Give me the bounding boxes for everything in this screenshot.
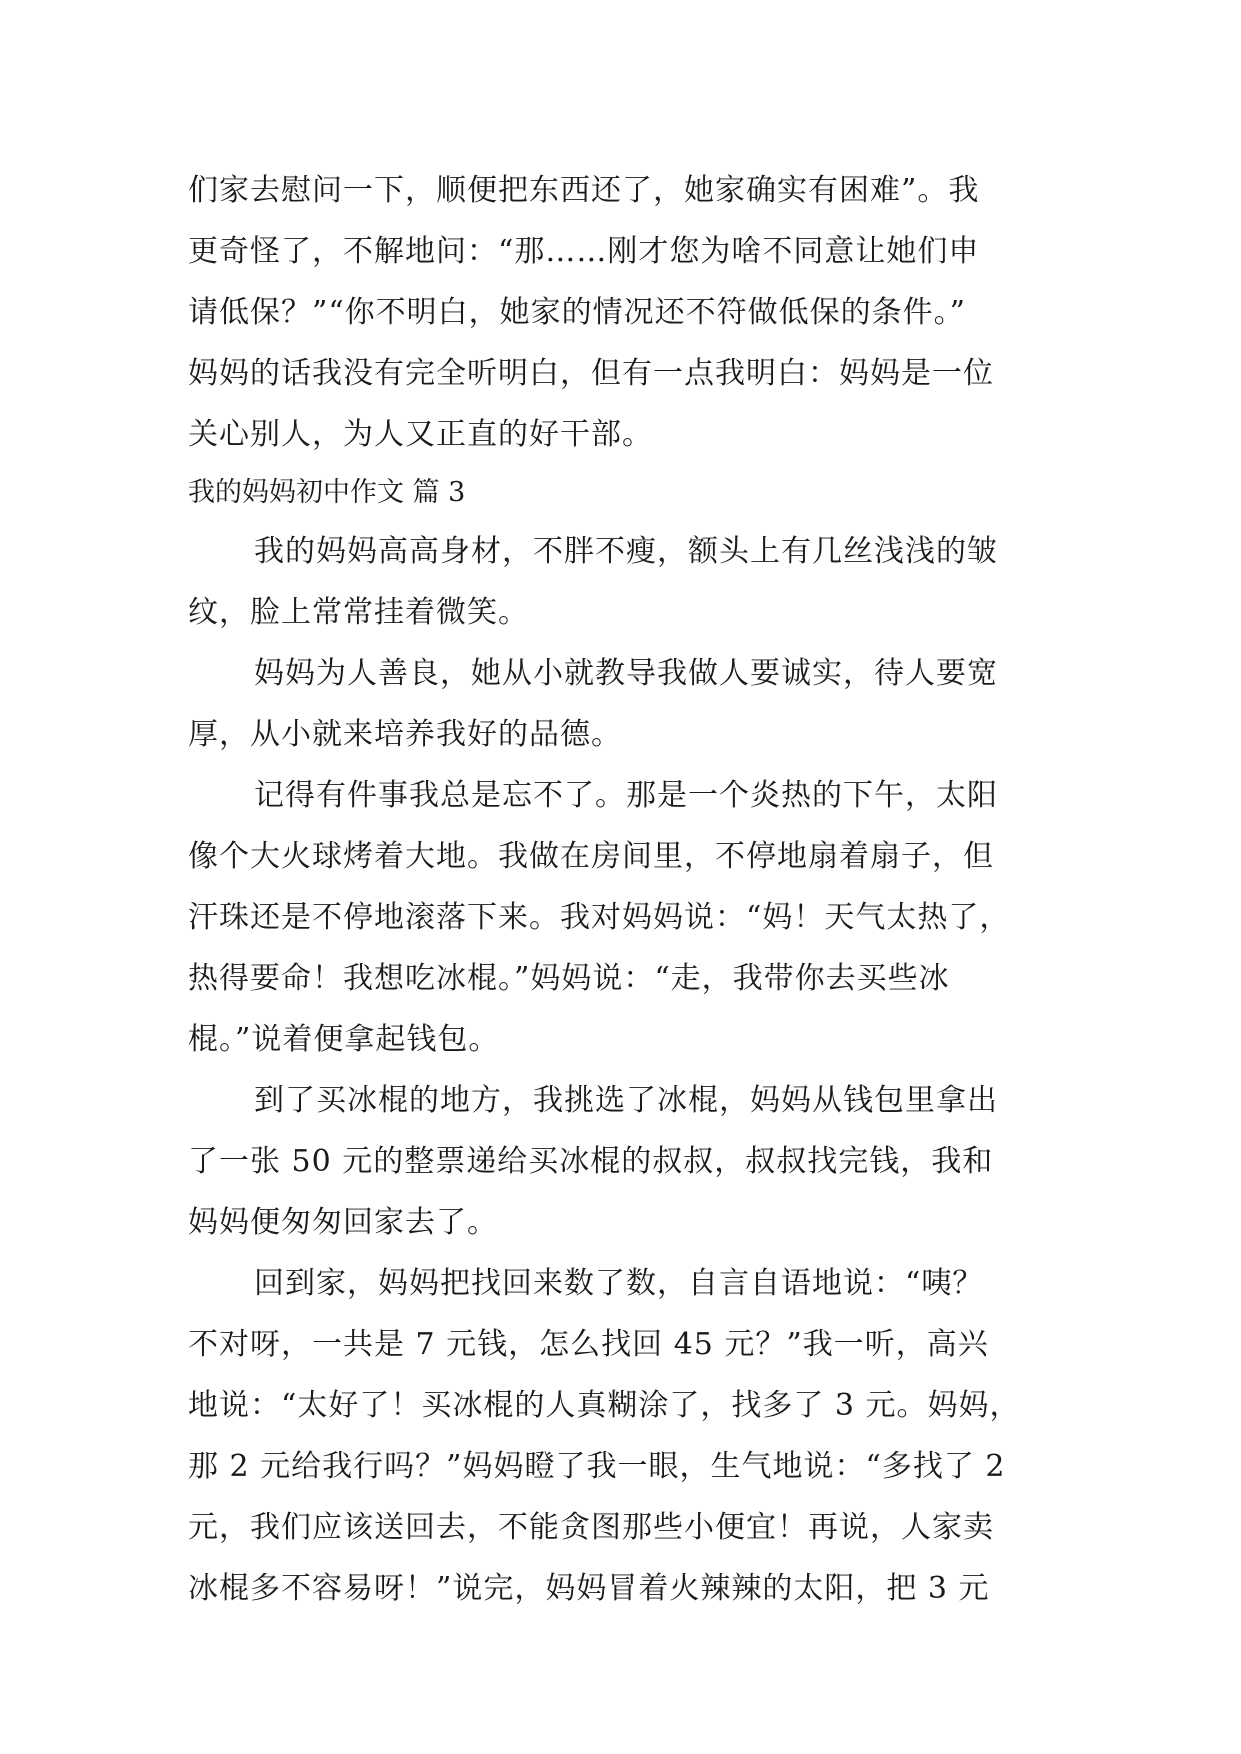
text-line: 记得有件事我总是忘不了。那是一个炎热的下午，太阳 [254,778,998,813]
text-line: 不对呀，一共是 7 元钱，怎么找回 45 元？”我一听，高兴 [188,1327,989,1362]
paragraph [188,765,1048,1070]
text-line: 到了买冰棍的地方，我挑选了冰棍，妈妈从钱包里拿出 [254,1083,998,1118]
text-line: 妈妈的话我没有完全听明白，但有一点我明白：妈妈是一位 [188,356,994,391]
text-line: 关心别人，为人又正直的好干部。 [188,417,653,452]
text-line: 汗珠还是不停地滚落下来。我对妈妈说：“妈！天气太热了， [188,900,1011,935]
text-line: 我的妈妈高高身材，不胖不瘦，额头上有几丝浅浅的皱 [254,534,998,569]
paragraph [188,1253,1048,1619]
text-line: 地说：“太好了！买冰棍的人真糊涂了，找多了 3 元。妈妈， [188,1388,1021,1423]
paragraph [188,643,1048,765]
text-line: 了一张 50 元的整票递给买冰棍的叔叔，叔叔找完钱，我和 [188,1144,994,1179]
text-line: 冰棍多不容易呀！”说完，妈妈冒着火辣辣的太阳，把 3 元 [188,1571,990,1606]
paragraph [188,1070,1048,1253]
continued-paragraph [188,160,1048,465]
text-line: 厚，从小就来培养我好的品德。 [188,717,622,752]
text-line: 元，我们应该送回去，不能贪图那些小便宜！再说，人家卖 [188,1510,994,1545]
section-title: 我的妈妈初中作文 篇 3 [188,477,466,508]
text-line: 妈妈为人善良，她从小就教导我做人要诚实，待人要宽 [254,656,998,691]
text-line: 妈妈便匆匆回家去了。 [188,1205,498,1240]
text-line: 更奇怪了，不解地问：“那……刚才您为啥不同意让她们申 [188,234,980,269]
text-line: 纹，脸上常常挂着微笑。 [188,595,529,630]
text-line: 棍。”说着便拿起钱包。 [188,1022,500,1057]
text-line: 请低保？”“你不明白，她家的情况还不符做低保的条件。” [188,295,967,330]
text-line: 回到家，妈妈把找回来数了数，自言自语地说：“咦？ [254,1266,984,1301]
text-line: 那 2 元给我行吗？”妈妈瞪了我一眼，生气地说：“多找了 2 [188,1449,1006,1484]
document-body [188,160,1048,1619]
paragraph [188,521,1048,643]
text-line: 热得要命！我想吃冰棍。”妈妈说：“走，我带你去买些冰 [188,961,950,996]
text-line: 们家去慰问一下，顺便把东西还了，她家确实有困难”。我 [188,173,980,208]
text-line: 像个大火球烤着大地。我做在房间里，不停地扇着扇子，但 [188,839,994,874]
